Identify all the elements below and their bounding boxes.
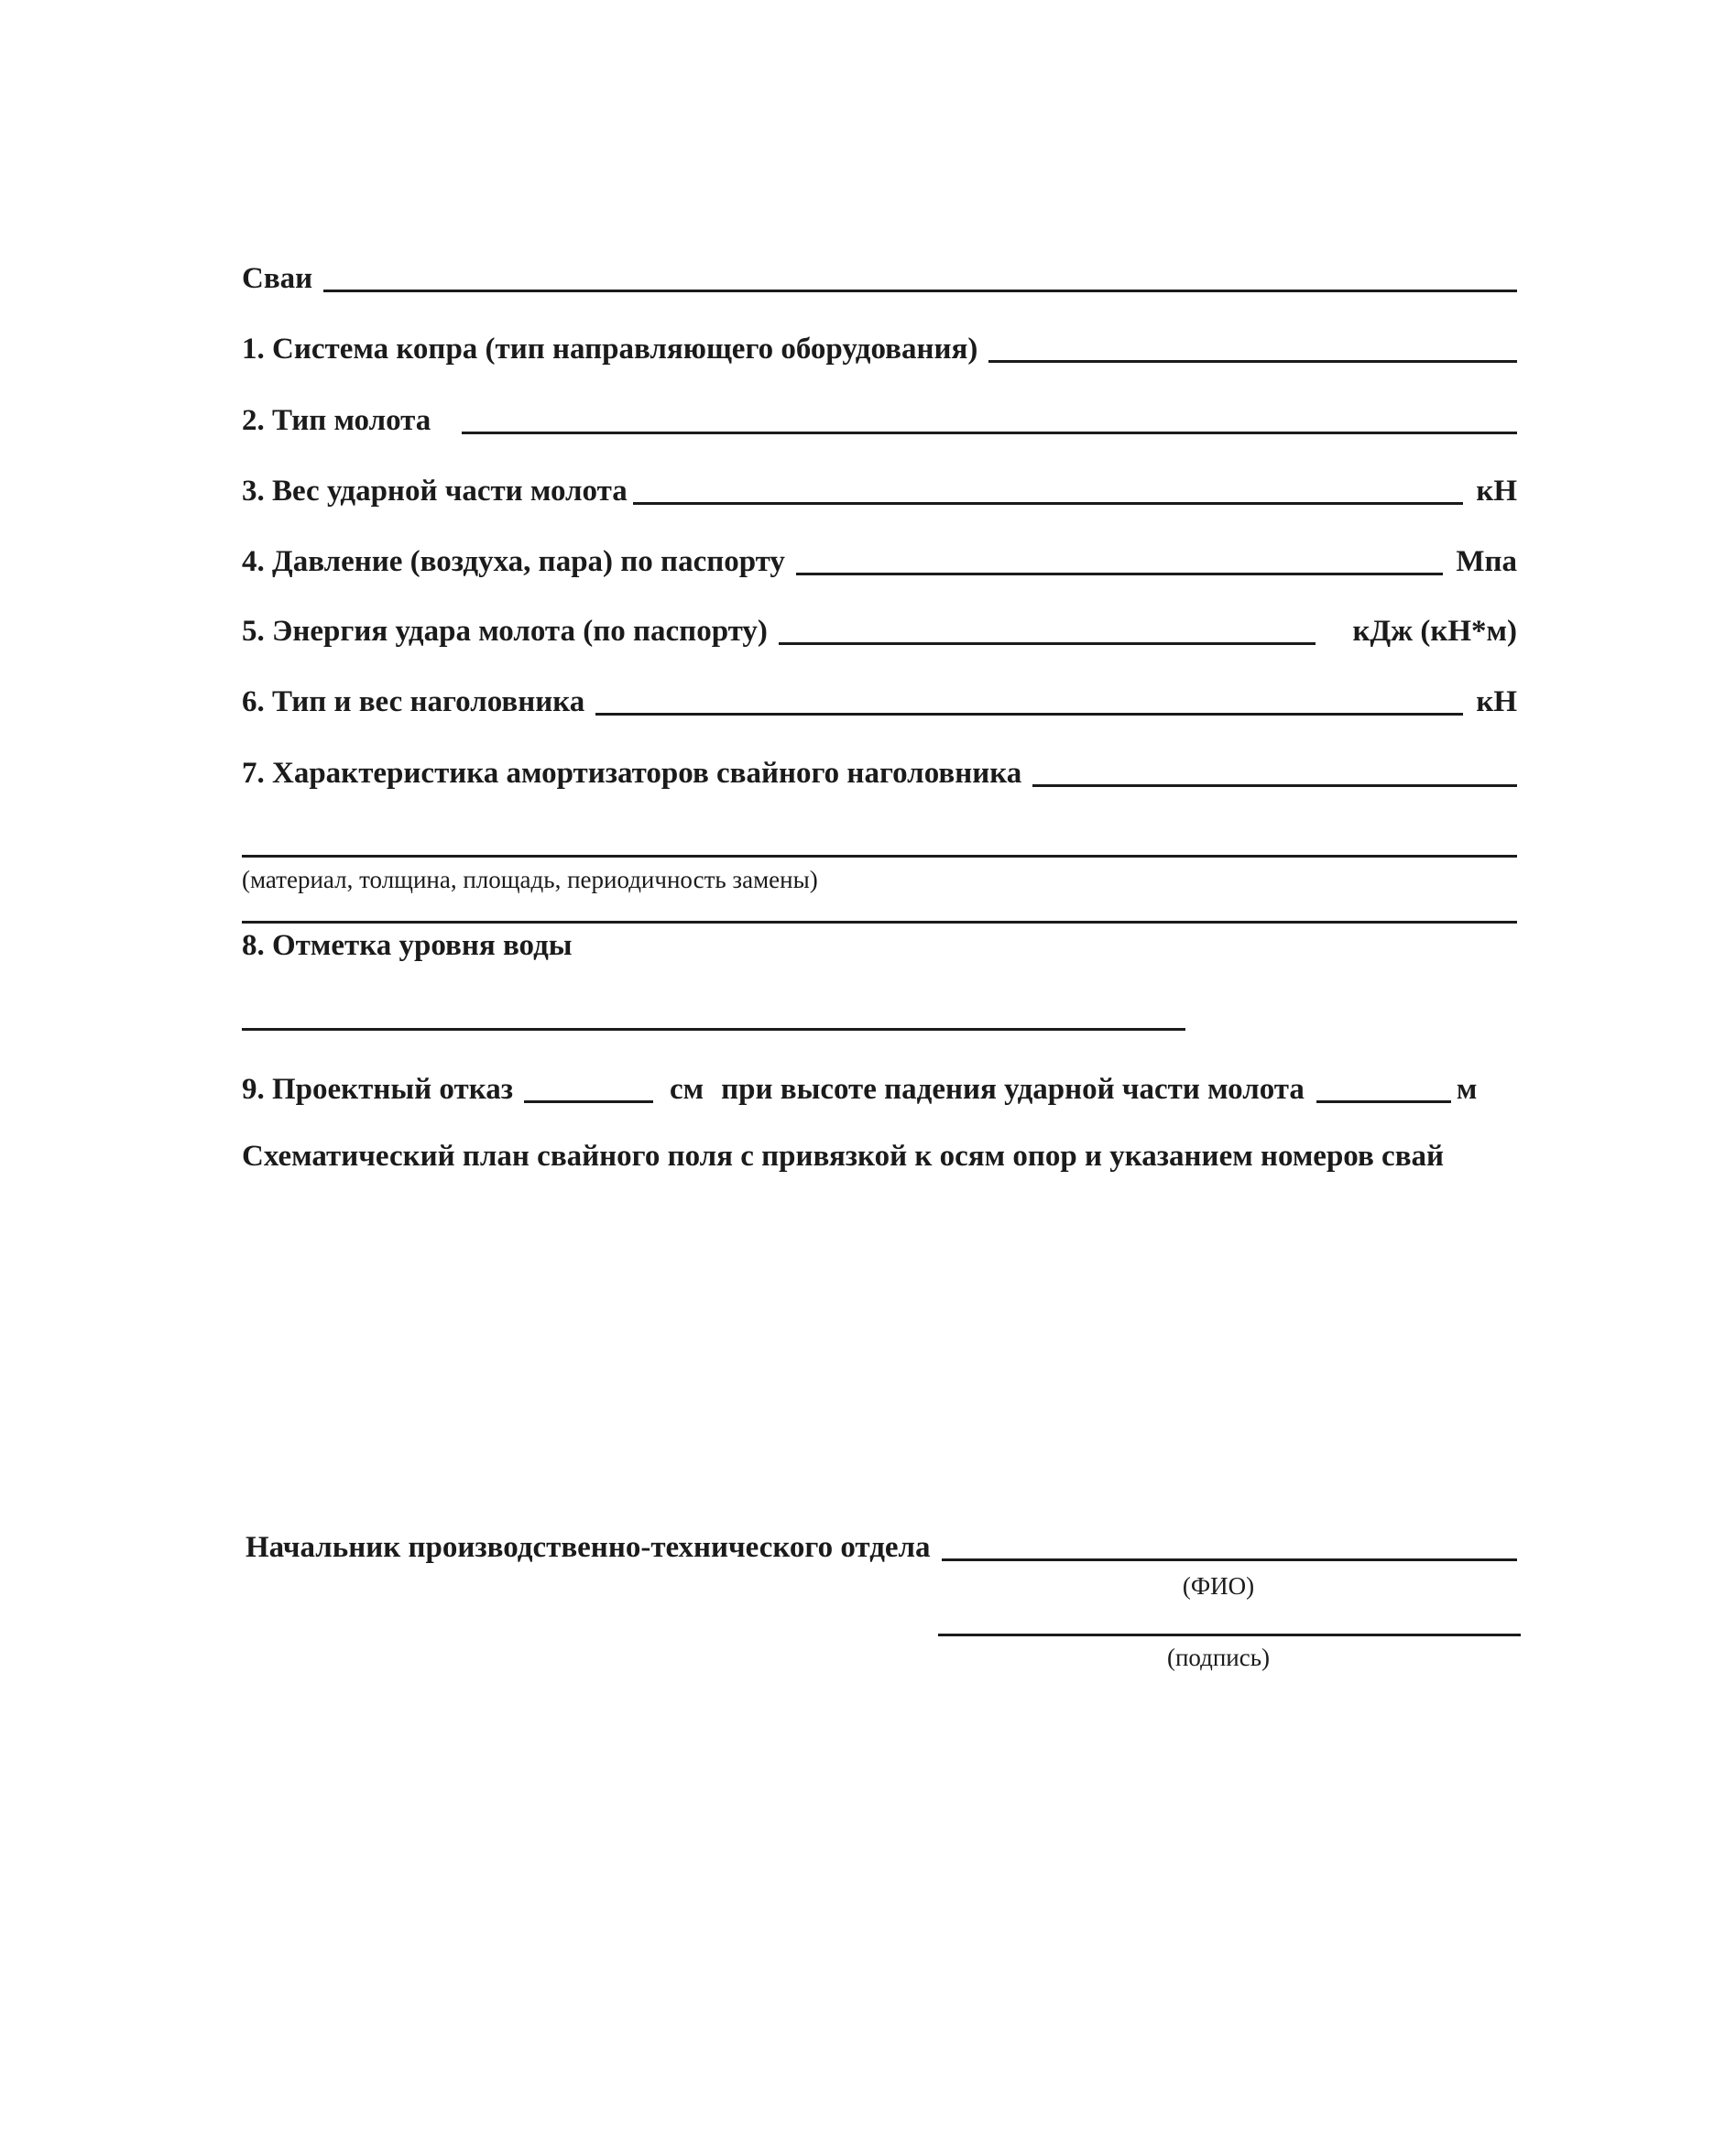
field-label-3: 3. Вес ударной части молота xyxy=(242,475,628,508)
field-row-1 xyxy=(242,330,1517,368)
signature-role-label: Начальник производственно-технического отдела xyxy=(246,1531,931,1564)
field-label-7: 7. Характеристика амортизаторов свайного наголовника xyxy=(242,757,1022,790)
signature-sign-caption: (подпись) xyxy=(1166,1644,1271,1671)
refusal-row xyxy=(242,1070,1517,1109)
field-blank-line-4 xyxy=(796,542,1443,575)
field-row-5 xyxy=(242,612,1517,651)
field-unit-4: Мпа xyxy=(1456,545,1517,578)
plan-caption-row xyxy=(242,1137,1517,1175)
field-label-5: 5. Энергия удара молота (по паспорту) xyxy=(242,615,768,648)
absorber-blank-line-2 xyxy=(242,921,1517,924)
field-blank-line-5 xyxy=(779,612,1316,645)
water-level-label: 8. Отметка уровня воды xyxy=(242,929,573,962)
absorber-note: (материал, толщина, площадь, периодичность замены) xyxy=(242,866,818,893)
refusal-blank-line-cm xyxy=(524,1070,653,1103)
refusal-unit-cm: см xyxy=(670,1073,704,1106)
field-blank-line-1 xyxy=(988,330,1517,363)
field-row-6 xyxy=(242,683,1517,721)
field-blank-line-6 xyxy=(595,683,1463,716)
refusal-prefix: 9. Проектный отказ xyxy=(242,1073,513,1106)
field-unit-6: кН xyxy=(1476,685,1517,718)
field-label-2: 2. Тип молота xyxy=(242,404,431,437)
field-label-4: 4. Давление (воздуха, пара) по паспорту xyxy=(242,545,785,578)
field-label-6: 6. Тип и вес наголовника xyxy=(242,685,585,718)
signature-name-blank-line xyxy=(942,1528,1517,1561)
water-level-row xyxy=(242,926,1517,965)
water-level-blank-line xyxy=(242,1028,1185,1031)
refusal-unit-m: м xyxy=(1456,1073,1478,1106)
signature-sign-blank-line xyxy=(938,1634,1521,1636)
piles-label: Сваи xyxy=(242,262,313,295)
field-row-4 xyxy=(242,542,1517,581)
field-blank-line-7 xyxy=(1032,754,1517,787)
field-row-7 xyxy=(242,754,1517,793)
signature-role-row xyxy=(246,1528,1517,1567)
field-unit-3: кН xyxy=(1476,475,1517,508)
signature-fio-caption: (ФИО) xyxy=(1182,1572,1255,1600)
field-label-1: 1. Система копра (тип направляющего оборудования) xyxy=(242,333,978,366)
field-blank-line-2 xyxy=(462,401,1517,434)
field-row-2 xyxy=(242,401,1517,440)
piles-blank-line xyxy=(323,259,1517,292)
refusal-blank-line-m xyxy=(1316,1070,1451,1103)
absorber-blank-line-1 xyxy=(242,855,1517,858)
piles-row xyxy=(242,259,1517,298)
field-unit-5: кДж (кН*м) xyxy=(1352,615,1517,648)
field-blank-line-3 xyxy=(633,472,1464,505)
refusal-middle-text: при высоте падения ударной части молота xyxy=(721,1073,1305,1106)
field-row-3 xyxy=(242,472,1517,510)
plan-caption: Схематический план свайного поля с привязкой к осям опор и указанием номеров свай xyxy=(242,1140,1445,1173)
